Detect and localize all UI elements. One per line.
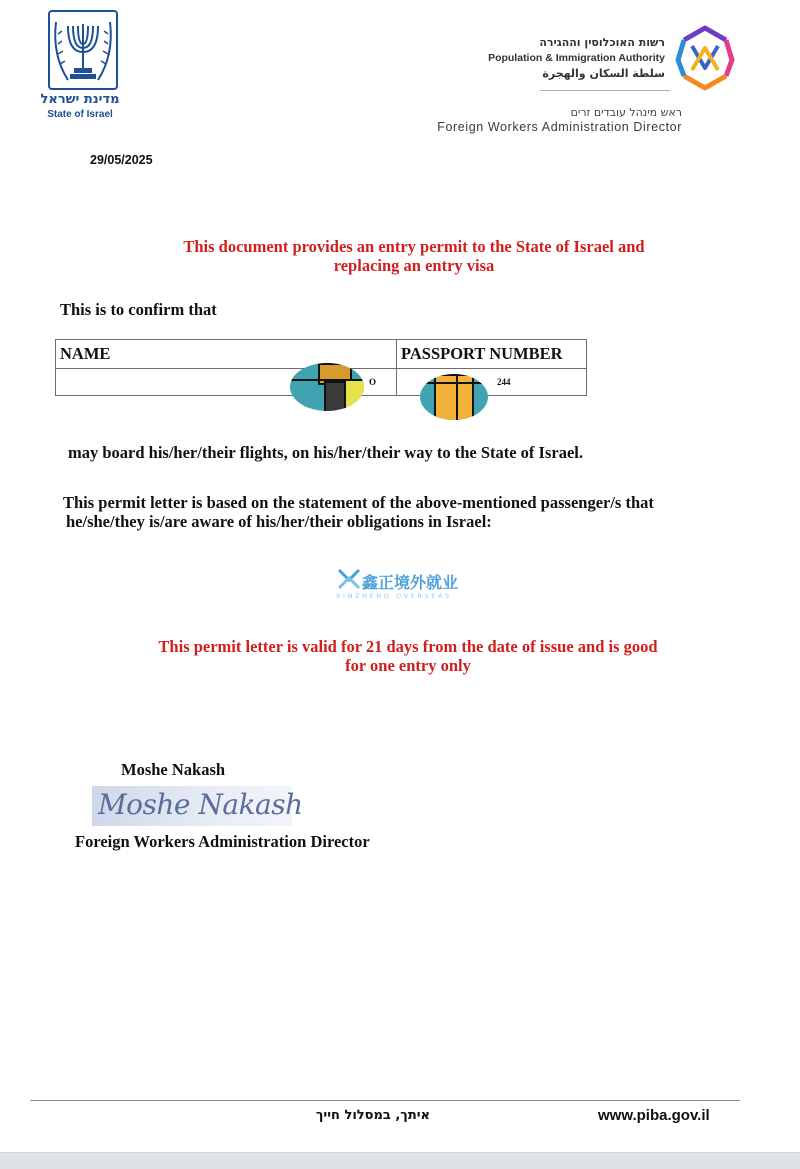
issue-date: 29/05/2025 [90, 153, 153, 167]
entry-permit-notice [80, 237, 748, 275]
footer-divider [30, 1100, 740, 1101]
validity-notice-line1: This permit letter is valid for 21 days from the date of issue and is good [158, 637, 658, 656]
passenger-name-cell: O [56, 369, 397, 396]
validity-notice-line2: for one entry only [345, 656, 471, 675]
obligation-statement-line1: This permit letter is based on the statement of the above-mentioned passenger/s that [63, 493, 654, 512]
obligation-statement [63, 493, 763, 531]
signatory-name: Moshe Nakash [121, 760, 226, 779]
page-bottom-edge [0, 1152, 800, 1169]
obligation-statement-line2: he/she/they is/are aware of his/her/their obligations in Israel: [66, 512, 492, 531]
passport-column-header: PASSPORT NUMBER [397, 340, 587, 369]
validity-notice [130, 637, 686, 675]
watermark-logo-icon [336, 568, 362, 590]
boarding-statement: may board his/her/their flights, on his/her/their way to the State of Israel. [68, 443, 583, 462]
passport-number-cell: 244 [397, 369, 587, 396]
passport-redaction-mark [420, 374, 488, 420]
authority-name-english: Population & Immigration Authority [488, 52, 665, 64]
state-emblem-icon [48, 10, 118, 90]
name-column-header: NAME [56, 340, 397, 369]
signatory-title: Foreign Workers Administration Director [75, 832, 370, 851]
handwritten-signature [92, 786, 303, 826]
department-title-hebrew: ראש מינהל עובדים זרים [570, 106, 682, 119]
authority-divider [540, 90, 670, 91]
signature-script: Moshe Nakash [98, 788, 303, 821]
footer-website-link[interactable]: www.piba.gov.il [598, 1107, 710, 1124]
confirm-statement: This is to confirm that [60, 300, 217, 319]
authority-name-arabic: سلطة السكان والهجرة [542, 67, 665, 80]
footer-slogan-hebrew: איתך, במסלול חייך [315, 1108, 430, 1123]
name-redaction-mark [290, 363, 364, 411]
state-name-hebrew: מדינת ישראל [40, 92, 120, 107]
entry-permit-notice-line1: This document provides an entry permit to the State of Israel and [183, 237, 645, 256]
authority-name-hebrew: רשות האוכלוסין וההגירה [539, 36, 665, 49]
state-name-english: State of Israel [47, 109, 113, 120]
authority-star-logo-icon [670, 20, 740, 96]
department-title-english: Foreign Workers Administration Director [437, 120, 682, 134]
watermark-subtext: XINZHENG OVERSEAS [336, 592, 452, 600]
watermark-text: 鑫正境外就业 [362, 573, 459, 592]
entry-permit-notice-line2: replacing an entry visa [333, 256, 495, 275]
